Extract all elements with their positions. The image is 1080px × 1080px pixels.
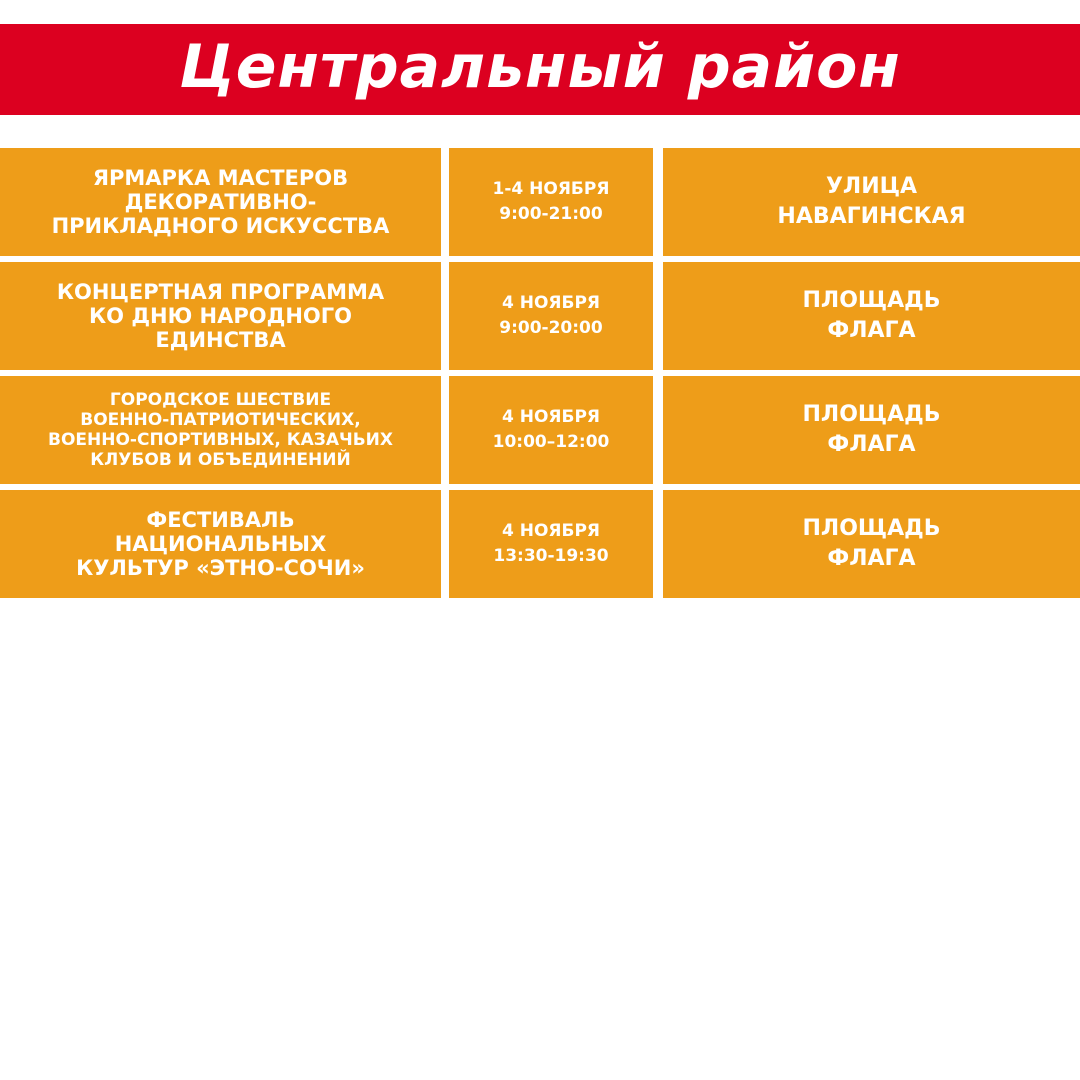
event-row bbox=[0, 376, 1080, 484]
event-schedule bbox=[0, 148, 1080, 604]
event-place bbox=[663, 376, 1080, 484]
event-datetime bbox=[449, 262, 653, 370]
event-title-line: ГОРОДСКОЕ ШЕСТВИЕ bbox=[109, 390, 332, 410]
event-title-line: ЕДИНСТВА bbox=[155, 328, 286, 352]
event-title-line: ДЕКОРАТИВНО- bbox=[124, 190, 317, 214]
event-title-line: ЯРМАРКА МАСТЕРОВ bbox=[92, 166, 349, 190]
event-place-line: ФЛАГА bbox=[827, 432, 916, 457]
event-title-line: КЛУБОВ И ОБЪЕДИНЕНИЙ bbox=[90, 450, 351, 470]
event-place bbox=[663, 148, 1080, 256]
event-title-line: ВОЕННО-СПОРТИВНЫХ, КАЗАЧЬИХ bbox=[47, 430, 394, 450]
event-date: 4 НОЯБРЯ bbox=[501, 407, 601, 427]
event-place-line: ПЛОЩАДЬ bbox=[802, 516, 941, 541]
event-title-line: ВОЕННО-ПАТРИОТИЧЕСКИХ, bbox=[80, 410, 361, 430]
event-row bbox=[0, 262, 1080, 370]
event-time: 13:30-19:30 bbox=[493, 546, 609, 566]
event-title-line: КО ДНЮ НАРОДНОГО bbox=[88, 304, 352, 328]
event-title-line: КУЛЬТУР «ЭТНО-СОЧИ» bbox=[76, 556, 365, 580]
event-date: 4 НОЯБРЯ bbox=[501, 521, 601, 541]
event-place bbox=[663, 490, 1080, 598]
event-row bbox=[0, 148, 1080, 256]
event-place-line: НАВАГИНСКАЯ bbox=[777, 204, 966, 229]
event-time: 9:00-20:00 bbox=[499, 318, 603, 338]
event-title bbox=[0, 262, 441, 370]
event-time: 9:00-21:00 bbox=[499, 204, 603, 224]
event-title-line: ПРИКЛАДНОГО ИСКУССТВА bbox=[51, 214, 390, 238]
header-banner bbox=[0, 24, 1080, 115]
event-place-line: ПЛОЩАДЬ bbox=[802, 402, 941, 427]
event-datetime bbox=[449, 376, 653, 484]
event-place-line: УЛИЦА bbox=[825, 174, 918, 199]
event-title-line: КОНЦЕРТНАЯ ПРОГРАММА bbox=[56, 280, 385, 304]
event-place-line: ПЛОЩАДЬ bbox=[802, 288, 941, 313]
event-datetime bbox=[449, 490, 653, 598]
event-title bbox=[0, 148, 441, 256]
event-date: 4 НОЯБРЯ bbox=[501, 293, 601, 313]
event-place bbox=[663, 262, 1080, 370]
event-title bbox=[0, 490, 441, 598]
event-datetime bbox=[449, 148, 653, 256]
event-place-line: ФЛАГА bbox=[827, 546, 916, 571]
event-title-line: ФЕСТИВАЛЬ bbox=[146, 508, 295, 532]
event-row bbox=[0, 490, 1080, 598]
event-place-line: ФЛАГА bbox=[827, 318, 916, 343]
event-date: 1-4 НОЯБРЯ bbox=[492, 179, 610, 199]
event-title bbox=[0, 376, 441, 484]
event-title-line: НАЦИОНАЛЬНЫХ bbox=[114, 532, 327, 556]
event-time: 10:00–12:00 bbox=[492, 432, 610, 452]
page-title: Центральный район bbox=[179, 31, 901, 102]
